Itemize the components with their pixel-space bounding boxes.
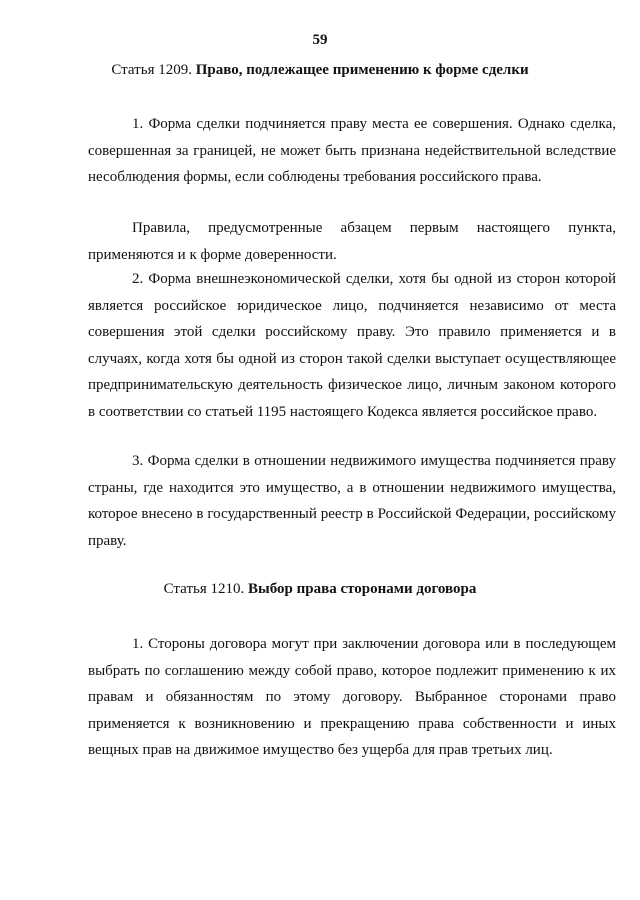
article-1209-paragraph-2: Правила, предусмотренные абзацем первым настоящего пункта, применяются и к форме доверенности. [88, 220, 616, 263]
article-1209-paragraph-1: 1. Форма сделки подчиняется праву места ее совершения. Однако сделка, совершенная за границей, не может быть признана недействительной вследствие несоблюдения формы, если соблюдены требования российского права. [88, 116, 616, 185]
article-1209-paragraph-3: 2. Форма внешнеэкономической сделки, хотя бы одной из сторон которой является российское юридическое лицо, подчиняется независимо от места совершения этой сделки российскому праву. Это правило применяется и в случаях, когда хотя бы одной из сторон такой сделки выступает осуществляющее предпринимательскую деятельность физическое лицо, личным законом которого в соответствии со статьей 1195 настоящего Кодекса является российское право. [88, 271, 616, 420]
article-1210-paragraph-1: 1. Стороны договора могут при заключении договора или в последующем выбрать по соглашению между собой право, которое подлежит применению к их правам и обязанностям по этому договору. Выбранное сторонами право применяется к возникновению и прекращению права собственности и иных вещных прав на движимое имущество без ущерба для прав третьих лиц. [88, 636, 616, 758]
article-title: Право, подлежащее применению к форме сделки [195, 62, 529, 78]
article-1209-paragraph-4: 3. Форма сделки в отношении недвижимого имущества подчиняется праву страны, где находится это имущество, а в отношении недвижимого имущества, которое внесено в государственный реестр в Российской Федерации, российскому праву. [88, 453, 616, 549]
page-number: 59 [312, 32, 328, 48]
article-1209-heading [0, 60, 640, 80]
article-number: Статья 1209. [111, 62, 192, 78]
article-title: Выбор права сторонами договора [248, 581, 477, 597]
article-number: Статья 1210. [163, 581, 245, 597]
article-1210-heading [0, 579, 640, 599]
